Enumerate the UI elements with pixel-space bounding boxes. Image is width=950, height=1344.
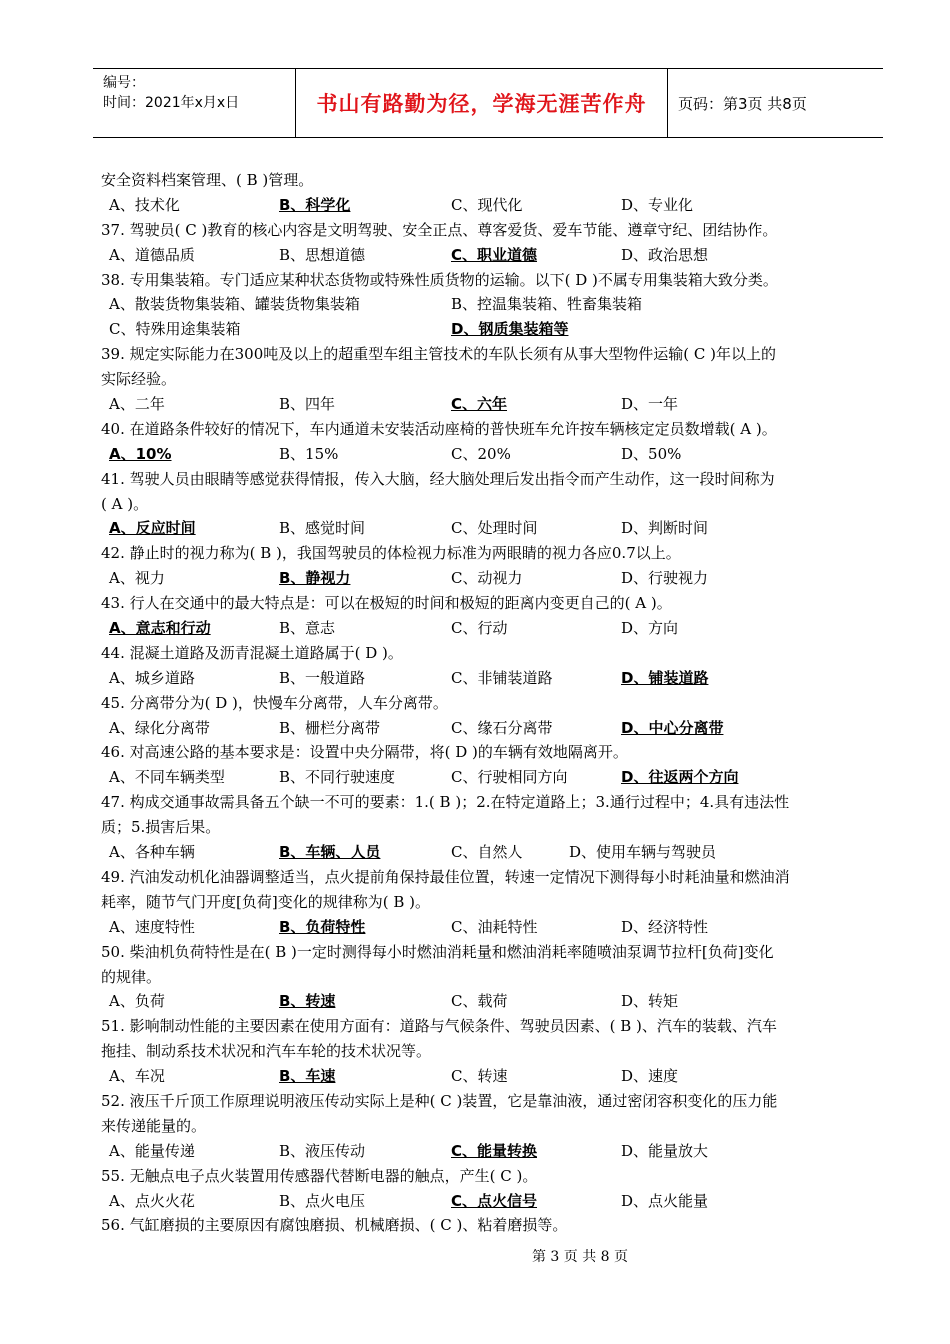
option: D、专业化 (621, 195, 694, 214)
question-text: 51. 影响制动性能的主要因素在使用方面有：道路与气候条件、驾驶员因素、( B )、汽车的装载、汽车 (101, 1017, 777, 1036)
number-label: 编号： (103, 75, 145, 91)
option: A、各种车辆 (109, 843, 195, 862)
option: B、液压传动 (279, 1141, 366, 1160)
option: C、行驶相同方向 (451, 768, 568, 787)
option: A、视力 (109, 569, 165, 588)
option-row (101, 666, 881, 691)
question-text: 拖挂、制动系技术状况和汽车车轮的技术状况等。 (101, 1042, 432, 1061)
option-row (101, 616, 881, 641)
answer-option: B、负荷特性 (279, 917, 366, 936)
answer-option: C、职业道德 (451, 245, 538, 264)
question-text: 52. 液压千斤顶工作原理说明液压传动实际上是种( C )装置，它是靠油液，通过密闭容积变化的压力能 (101, 1091, 778, 1110)
question-text: 39. 规定实际能力在300吨及以上的超重型车组主管技术的车队长须有从事大型物件运输( C )年以上的 (101, 345, 776, 364)
page-info: 页码：第3页 共8页 (678, 94, 807, 113)
option-row (101, 765, 881, 790)
option: A、负荷 (109, 992, 165, 1011)
question-text: 40. 在道路条件较好的情况下，车内通道未安装活动座椅的普快班车允许按车辆核定定员数增载( A )。 (101, 419, 777, 438)
option-row (101, 442, 881, 467)
option: A、二年 (109, 395, 165, 414)
answer-option: B、车辆、人员 (279, 843, 381, 862)
option: C、油耗特性 (451, 917, 538, 936)
option: C、自然人 (451, 843, 523, 862)
answer-option: A、反应时间 (109, 519, 196, 538)
option: B、一般道路 (279, 668, 366, 687)
question-text: 来传递能量的。 (101, 1116, 207, 1135)
option-row (101, 292, 881, 317)
question-text: 56. 气缸磨损的主要原因有腐蚀磨损、机械磨损、( C )、粘着磨损等。 (101, 1216, 568, 1235)
answer-option: D、往返两个方向 (621, 768, 739, 787)
option: D、判断时间 (621, 519, 709, 538)
question-text: 44. 混凝土道路及沥青混凝土道路属于( D )。 (101, 643, 403, 662)
answer-option: A、10% (109, 444, 172, 463)
option-row (101, 1064, 881, 1089)
option: A、车况 (109, 1067, 165, 1086)
answer-option: D、钢质集装箱等 (451, 320, 569, 339)
option: D、一年 (621, 395, 679, 414)
answer-option: A、意志和行动 (109, 619, 211, 638)
option: A、技术化 (109, 195, 180, 214)
question-text: 47. 构成交通事故需具备五个缺一不可的要素：1.( B )；2.在特定道路上；3.通行过程中；4.具有违法性 (101, 793, 790, 812)
option-row (101, 193, 881, 218)
answer-option: C、点火信号 (451, 1191, 538, 1210)
option: D、能量放大 (621, 1141, 709, 1160)
question-text: 37. 驾驶员( C )教育的核心内容是文明驾驶、安全正点、尊客爱货、爱车节能、遵章守纪、团结协作。 (101, 220, 778, 239)
option: D、点火能量 (621, 1191, 709, 1210)
question-list (101, 168, 881, 1238)
question-text: 实际经验。 (101, 370, 177, 389)
question-text: 45. 分离带分为( D )，快慢车分离带，人车分离带。 (101, 693, 448, 712)
answer-option: D、铺装道路 (621, 668, 709, 687)
answer-option: C、六年 (451, 395, 508, 414)
question-text: 43. 行人在交通中的最大特点是：可以在极短的时间和极短的距离内变更自己的( A )。 (101, 594, 672, 613)
option: B、思想道德 (279, 245, 366, 264)
answer-option: B、科学化 (279, 195, 351, 214)
question-text: 安全资料档案管理、( B )管理。 (101, 171, 314, 189)
option: B、控温集装箱、牲畜集装箱 (451, 295, 643, 314)
option: D、方向 (621, 619, 679, 638)
option: A、城乡道路 (109, 668, 195, 687)
option: A、能量传递 (109, 1141, 195, 1160)
option: C、载荷 (451, 992, 508, 1011)
option: A、道德品质 (109, 245, 195, 264)
option: D、经济特性 (621, 917, 709, 936)
option: A、散装货物集装箱、罐装货物集装箱 (109, 295, 360, 314)
option: C、非铺装道路 (451, 668, 553, 687)
option: A、点火火花 (109, 1191, 195, 1210)
option-row (101, 516, 881, 541)
option: A、速度特性 (109, 917, 195, 936)
question-text: 41. 驾驶人员由眼睛等感觉获得情报，传入大脑，经大脑处理后发出指令而产生动作，这一段时间称为 (101, 469, 775, 488)
option: B、意志 (279, 619, 336, 638)
option: B、四年 (279, 395, 336, 414)
question-text: 质；5.损害后果。 (101, 818, 221, 837)
option: D、行驶视力 (621, 569, 709, 588)
option-row (101, 1189, 881, 1214)
page-header (93, 68, 883, 138)
option: D、政治思想 (621, 245, 709, 264)
option: D、转矩 (621, 992, 679, 1011)
option-row (101, 392, 881, 417)
question-text: 的规律。 (101, 967, 162, 986)
question-text: 耗率，随节气门开度[负荷]变化的规律称为( B )。 (101, 892, 430, 911)
option-row (101, 317, 881, 342)
option: B、感觉时间 (279, 519, 366, 538)
option-row (101, 989, 881, 1014)
option-row (101, 840, 881, 865)
option-row (101, 243, 881, 268)
option: A、不同车辆类型 (109, 768, 225, 787)
option: C、行动 (451, 619, 508, 638)
answer-option: B、车速 (279, 1067, 336, 1086)
option-row (101, 1139, 881, 1164)
option: D、速度 (621, 1067, 679, 1086)
time-label: 时间：2021年x月x日 (103, 95, 240, 111)
page-footer: 第 3 页 共 8 页 (531, 1249, 629, 1265)
header-meta (93, 69, 295, 137)
option-row (101, 566, 881, 591)
option: D、50% (621, 444, 682, 463)
option: C、处理时间 (451, 519, 538, 538)
motto: 书山有路勤为径，学海无涯苦作舟 (295, 69, 668, 137)
question-text: 38. 专用集装箱。专门适应某种状态货物或特殊性质货物的运输。以下( D )不属专用集装箱大致分类。 (101, 270, 778, 289)
option-row (101, 716, 881, 741)
question-text: 55. 无触点电子点火装置用传感器代替断电器的触点，产生( C )。 (101, 1166, 538, 1185)
option: C、特殊用途集装箱 (109, 320, 241, 339)
answer-option: B、静视力 (279, 569, 351, 588)
option: C、20% (451, 444, 511, 463)
question-text: 50. 柴油机负荷特性是在( B )一定时测得每小时燃油消耗量和燃油消耗率随喷油泵调节拉杆[负荷]变化 (101, 942, 774, 961)
answer-option: B、转速 (279, 992, 336, 1011)
question-text: ( A )。 (101, 494, 149, 513)
question-text: 46. 对高速公路的基本要求是：设置中央分隔带，将( D )的车辆有效地隔离开。 (101, 743, 628, 762)
option: C、缘石分离带 (451, 718, 553, 737)
option: B、栅栏分离带 (279, 718, 381, 737)
option: B、不同行驶速度 (279, 768, 396, 787)
option: C、转速 (451, 1067, 508, 1086)
option: D、使用车辆与驾驶员 (569, 843, 717, 862)
question-text: 49. 汽油发动机化油器调整适当，点火提前角保持最佳位置，转速一定情况下测得每小时耗油量和燃油消 (101, 867, 790, 886)
option: C、动视力 (451, 569, 523, 588)
option-row (101, 915, 881, 940)
option: C、现代化 (451, 195, 523, 214)
option: B、点火电压 (279, 1191, 366, 1210)
question-text: 42. 静止时的视力称为( B )，我国驾驶员的体检视力标准为两眼睛的视力各应0.7以上。 (101, 544, 681, 563)
answer-option: C、能量转换 (451, 1141, 538, 1160)
answer-option: D、中心分离带 (621, 718, 724, 737)
option: A、绿化分离带 (109, 718, 210, 737)
option: B、15% (279, 444, 339, 463)
